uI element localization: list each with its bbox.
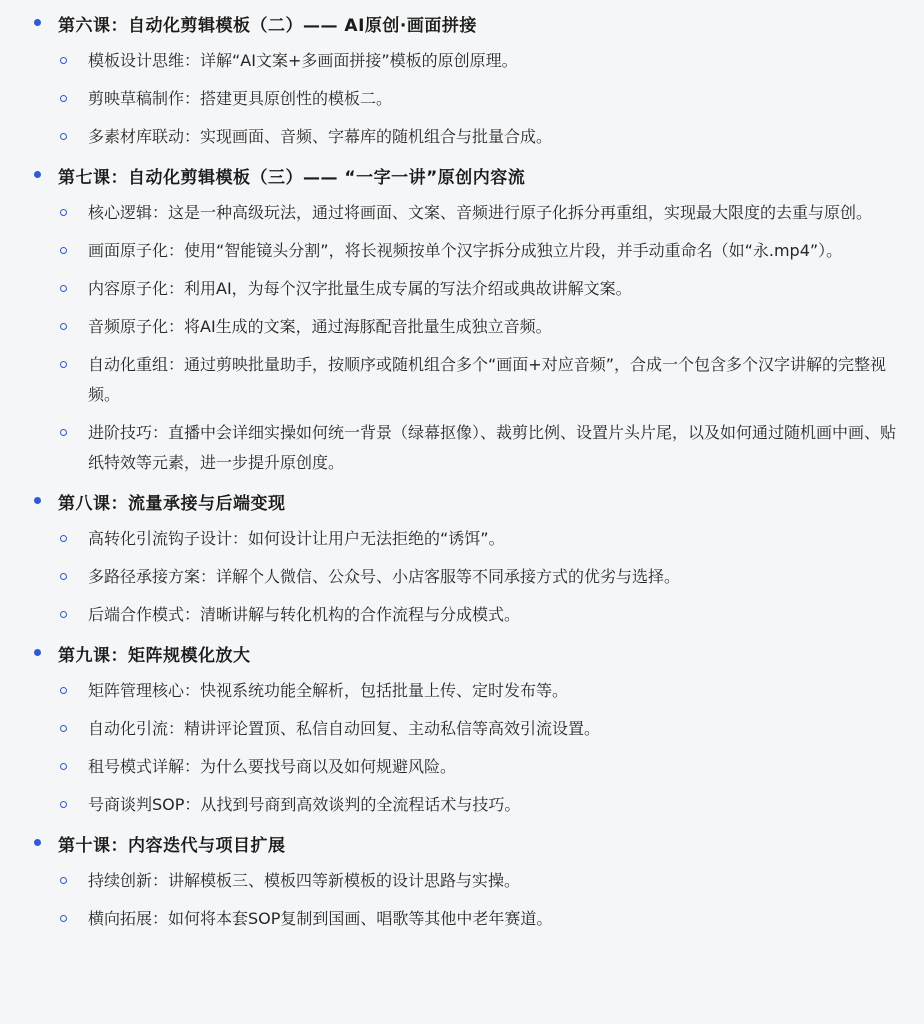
list-item — [34, 748, 904, 786]
bullet-icon — [34, 171, 41, 178]
sub-bullet-icon — [60, 57, 67, 64]
lesson-items — [34, 42, 904, 156]
sub-bullet-icon — [60, 877, 67, 884]
lesson-title-text: 第九课：矩阵规模化放大 — [58, 645, 251, 666]
list-item-text: 音频原子化：将AI生成的文案，通过海豚配音批量生成独立音频。 — [88, 317, 552, 336]
lesson-items — [34, 672, 904, 824]
sub-bullet-icon — [60, 323, 67, 330]
lesson-10 — [34, 824, 904, 938]
list-item-text: 内容原子化：利用AI，为每个汉字批量生成专属的写法介绍或典故讲解文案。 — [88, 279, 632, 298]
lesson-title-text: 第八课：流量承接与后端变现 — [58, 493, 286, 514]
bullet-icon — [34, 839, 41, 846]
sub-bullet-icon — [60, 915, 67, 922]
sub-bullet-icon — [60, 95, 67, 102]
list-item — [34, 194, 904, 232]
lesson-8 — [34, 482, 904, 634]
lesson-title-text: 第七课：自动化剪辑模板（三）—— “一字一讲”原创内容流 — [58, 167, 526, 188]
sub-bullet-icon — [60, 361, 67, 368]
list-item-text: 号商谈判SOP：从找到号商到高效谈判的全流程话术与技巧。 — [88, 795, 521, 814]
sub-bullet-icon — [60, 247, 67, 254]
list-item — [34, 520, 904, 558]
lesson-6 — [34, 4, 904, 156]
list-item-text: 剪映草稿制作：搭建更具原创性的模板二。 — [88, 89, 393, 108]
sub-bullet-icon — [60, 209, 67, 216]
list-item — [34, 42, 904, 80]
list-item — [34, 862, 904, 900]
sub-bullet-icon — [60, 611, 67, 618]
list-item — [34, 308, 904, 346]
lesson-title — [34, 634, 904, 672]
bullet-icon — [34, 649, 41, 656]
bullet-icon — [34, 497, 41, 504]
list-item — [34, 786, 904, 824]
list-item — [34, 710, 904, 748]
list-item — [34, 414, 904, 482]
list-item-text: 核心逻辑：这是一种高级玩法，通过将画面、文案、音频进行原子化拆分再重组，实现最大限度的去重与原创。 — [88, 203, 873, 222]
list-item-text: 高转化引流钩子设计：如何设计让用户无法拒绝的“诱饵”。 — [88, 529, 505, 548]
list-item-text: 自动化引流：精讲评论置顶、私信自动回复、主动私信等高效引流设置。 — [88, 719, 601, 738]
list-item — [34, 672, 904, 710]
lesson-title-text: 第六课：自动化剪辑模板（二）—— AI原创·画面拼接 — [58, 15, 477, 36]
list-item-text: 模板设计思维：详解“AI文案+多画面拼接”模板的原创原理。 — [88, 51, 518, 70]
lesson-7 — [34, 156, 904, 482]
lesson-title-text: 第十课：内容迭代与项目扩展 — [58, 835, 286, 856]
lesson-9 — [34, 634, 904, 824]
list-item-text: 租号模式详解：为什么要找号商以及如何规避风险。 — [88, 757, 457, 776]
lesson-items — [34, 862, 904, 938]
list-item-text: 矩阵管理核心：快视系统功能全解析，包括批量上传、定时发布等。 — [88, 681, 569, 700]
lesson-items — [34, 520, 904, 634]
sub-bullet-icon — [60, 285, 67, 292]
list-item-text: 持续创新：讲解模板三、模板四等新模板的设计思路与实操。 — [88, 871, 521, 890]
sub-bullet-icon — [60, 801, 67, 808]
sub-bullet-icon — [60, 725, 67, 732]
sub-bullet-icon — [60, 429, 67, 436]
list-item — [34, 232, 904, 270]
list-item — [34, 270, 904, 308]
lesson-title — [34, 824, 904, 862]
lesson-title — [34, 482, 904, 520]
list-item — [34, 346, 904, 414]
list-item — [34, 118, 904, 156]
sub-bullet-icon — [60, 687, 67, 694]
list-item-text: 进阶技巧：直播中会详细实操如何统一背景（绿幕抠像）、裁剪比例、设置片头片尾，以及如何通过随机画中画、贴纸特效等元素，进一步提升原创度。 — [88, 423, 897, 472]
lesson-title — [34, 4, 904, 42]
list-item — [34, 558, 904, 596]
list-item-text: 横向拓展：如何将本套SOP复制到国画、唱歌等其他中老年赛道。 — [88, 909, 553, 928]
bullet-icon — [34, 19, 41, 26]
list-item-text: 自动化重组：通过剪映批量助手，按顺序或随机组合多个“画面+对应音频”，合成一个包含多个汉字讲解的完整视频。 — [88, 355, 886, 404]
sub-bullet-icon — [60, 573, 67, 580]
list-item — [34, 80, 904, 118]
sub-bullet-icon — [60, 763, 67, 770]
sub-bullet-icon — [60, 535, 67, 542]
list-item-text: 多素材库联动：实现画面、音频、字幕库的随机组合与批量合成。 — [88, 127, 553, 146]
list-item-text: 多路径承接方案：详解个人微信、公众号、小店客服等不同承接方式的优劣与选择。 — [88, 567, 681, 586]
list-item-text: 画面原子化：使用“智能镜头分割”，将长视频按单个汉字拆分成独立片段，并手动重命名（如“永.mp4”）。 — [88, 241, 843, 260]
sub-bullet-icon — [60, 133, 67, 140]
lesson-title — [34, 156, 904, 194]
list-item — [34, 900, 904, 938]
list-item-text: 后端合作模式：清晰讲解与转化机构的合作流程与分成模式。 — [88, 605, 521, 624]
lesson-items — [34, 194, 904, 482]
list-item — [34, 596, 904, 634]
